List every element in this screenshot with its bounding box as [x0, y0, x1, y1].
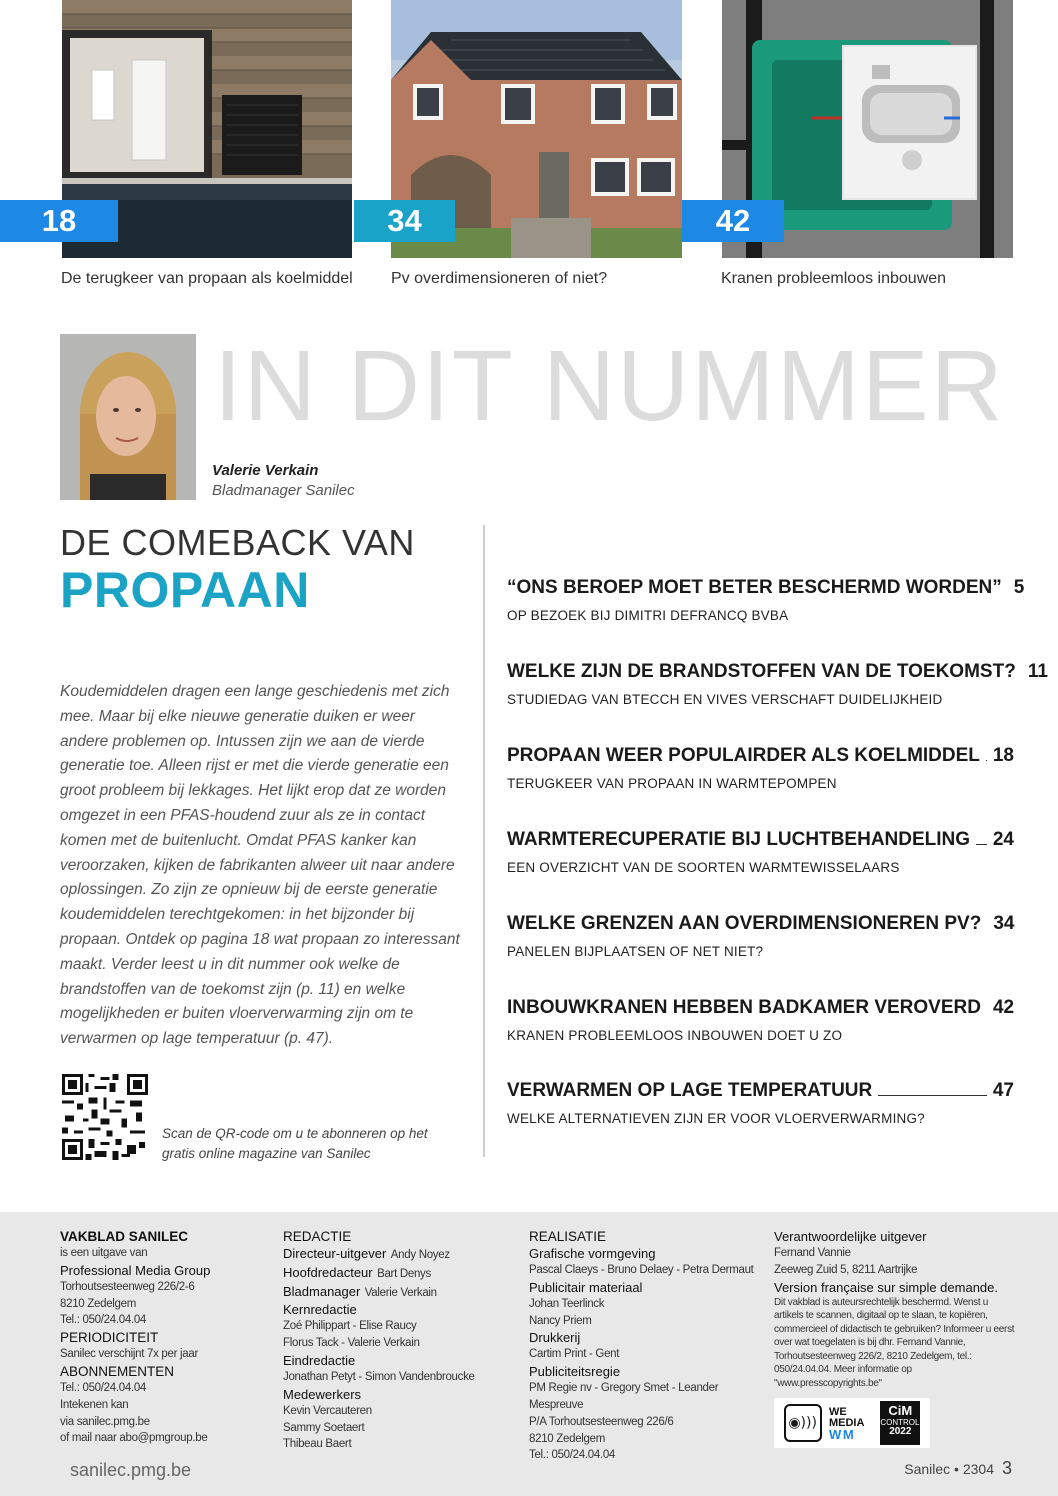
colophon-text: Sanilec verschijnt 7x per jaar — [60, 1348, 199, 1361]
role-label: Hoofdredacteur — [283, 1264, 373, 1280]
toc-page[interactable]: 42 — [992, 997, 1015, 1018]
publisher-name: Professional Media Group — [60, 1262, 211, 1278]
toc-leader — [976, 844, 987, 845]
editor-role: Bladmanager Sanilec — [212, 482, 355, 499]
colophon-heading: ABONNEMENTEN — [60, 1363, 175, 1379]
role-label: Publiciteitsregie — [529, 1364, 621, 1380]
editor-portrait — [60, 334, 196, 500]
role-value: Pascal Claeys - Bruno Delaey - Petra Dermaut — [529, 1264, 754, 1276]
role-value: P/A Torhoutsesteenweg 226/6 — [529, 1415, 674, 1428]
colophon-publisher — [60, 1228, 260, 1447]
colophon-text: Tel.: 050/24.04.04 — [60, 1381, 147, 1394]
lead-intro: Koudemiddelen dragen een lange geschiedenis met zich mee. Maar bij elke nieuwe generatie duiken er weer andere problemen op. Intussen zijn we aan de vierde generatie toe. Alleen rijst er met die vierde generatie een groot probleem bij lekkages. Het lijkt erop dat ze worden omgezet in een PFAS-houdend zuur als ze in contact komen met de buitenlucht. Omdat PFAS kanker kan veroorzaken, kijken de fabrikanten alweer uit naar andere oplossingen. Zo zijn ze opnieuw bij de eerste generatie koudemiddelen terechtgekomen: in het bijzonder bij propaan. Ontdek op pagina 18 wat propaan zo interessant maakt. Verder leest u in dit nummer ook welke de brandstoffen van de toekomst zijn (p. 11) en welke mogelijkheden er buiten vloerverwarming zijn om te verwarmen op lage temperatuur (p. 47). — [60, 683, 460, 1048]
issue-label: Sanilec • 2304 — [904, 1461, 994, 1477]
role-value: Zoé Philippart - Elise Raucy — [283, 1320, 417, 1333]
feature-caption[interactable]: Pv overdimensioneren of niet? — [391, 270, 608, 287]
page-badge-34[interactable]: 34 — [354, 200, 455, 242]
we-media-logo: WE MEDIA W M — [828, 1405, 865, 1442]
feature-caption[interactable]: Kranen probleemloos inbouwen — [721, 270, 947, 287]
toc-entry-2[interactable] — [507, 661, 1048, 707]
colophon-realisatie — [529, 1228, 759, 1464]
toc-subtitle: KRANEN PROBLEEMLOOS INBOUWEN DOET U ZO — [507, 1028, 843, 1043]
toc-subtitle: TERUGKEER VAN PROPAAN IN WARMTEPOMPEN — [507, 776, 837, 791]
role-value: Kevin Vercauteren — [283, 1404, 372, 1417]
site-url-link[interactable]: sanilec.pmg.be — [70, 1460, 192, 1480]
role-value: Andy Noyez — [390, 1249, 450, 1261]
toc-page[interactable]: 11 — [1027, 661, 1048, 682]
toc-title[interactable]: PROPAAN WEER POPULAIRDER ALS KOELMIDDEL — [507, 745, 980, 766]
toc-leader — [986, 760, 987, 761]
toc-title[interactable]: WELKE GRENZEN AAN OVERDIMENSIONEREN PV? — [507, 913, 982, 934]
role-value: Jonathan Petyt - Simon Vandenbroucke — [283, 1370, 475, 1383]
feature-pv[interactable] — [352, 0, 682, 300]
toc-entry-4[interactable] — [507, 829, 1014, 875]
role-value: Bart Denys — [377, 1267, 431, 1280]
lead-headline: PROPAAN — [60, 562, 310, 618]
role-label: Publicitair materiaal — [529, 1279, 643, 1295]
colophon-heading: Verantwoordelijke uitgever — [774, 1229, 927, 1244]
toc-page[interactable]: 24 — [992, 829, 1014, 850]
toc-page[interactable]: 34 — [993, 913, 1015, 934]
page-number: 3 — [1001, 1458, 1012, 1478]
editor-name: Valerie Verkain — [212, 462, 319, 479]
feature-heatpump[interactable] — [0, 0, 352, 300]
feature-faucets[interactable] — [682, 0, 1014, 300]
role-label: Eindredactie — [283, 1352, 356, 1368]
toc-subtitle: EEN OVERZICHT VAN DE SOORTEN WARMTEWISSELAARS — [507, 860, 900, 875]
toc-title[interactable]: VERWARMEN OP LAGE TEMPERATUUR — [507, 1080, 873, 1101]
colophon-redactie — [283, 1228, 493, 1453]
column-divider — [483, 525, 485, 1157]
role-label: Directeur-uitgever — [283, 1246, 387, 1261]
toc-entry-6[interactable] — [507, 997, 1014, 1043]
toc-page[interactable]: 5 — [1013, 577, 1025, 598]
colophon-email[interactable]: of mail naar abo@pmgroup.be — [60, 1432, 208, 1445]
toc-subtitle: PANELEN BIJPLAATSEN OF NET NIET? — [507, 944, 764, 959]
colophon-heading: REDACTIE — [283, 1229, 352, 1244]
colophon-title: VAKBLAD SANILEC — [60, 1229, 188, 1244]
wave-logo-icon: ◉))) — [784, 1404, 822, 1442]
toc-entry-3[interactable] — [507, 745, 1014, 791]
page-badge-42[interactable]: 42 — [682, 200, 784, 242]
role-value: Johan Teerlinck — [529, 1297, 605, 1310]
role-value: 8210 Zedelgem — [529, 1432, 606, 1445]
copyright-note: Dit vakblad is auteursrechtelijk beschermd. Wenst u artikels te scannen, digitaal op te slaan, te kopiëren, commercieel of didactisch te gebruiken? Informeer u eerst over wat toegelaten is bij dhr. Fernand Vannie, Torhoutsesteenweg 226/2, 8210 Zedelgem, tel.: 050/24.04.04. Meer informatie op "www.presscopyrights.be" — [774, 1296, 1015, 1389]
page-badge-18[interactable]: 18 — [0, 200, 118, 242]
toc-title[interactable]: INBOUWKRANEN HEBBEN BADKAMER VEROVERD — [507, 997, 981, 1018]
role-value: Nancy Priem — [529, 1314, 592, 1327]
role-label: Grafische vormgeving — [529, 1246, 656, 1261]
toc-page[interactable]: 18 — [992, 745, 1014, 766]
role-label: Bladmanager — [283, 1283, 361, 1299]
colophon-text: is een uitgave van — [60, 1247, 148, 1259]
feature-caption[interactable]: De terugkeer van propaan als koelmiddel — [61, 270, 353, 287]
role-value: Valerie Verkain — [364, 1286, 437, 1299]
toc-entry-7[interactable] — [507, 1080, 1014, 1126]
toc-entry-1[interactable] — [507, 577, 1025, 623]
toc-title[interactable]: WELKE ZIJN DE BRANDSTOFFEN VAN DE TOEKOMST? — [507, 661, 1016, 682]
version-note: Version française sur simple demande. — [774, 1279, 999, 1295]
cim-logo: CiM CONTROLE 2022 — [880, 1401, 920, 1445]
colophon-heading: REALISATIE — [529, 1229, 607, 1244]
colophon-text: 8210 Zedelgem — [60, 1297, 137, 1310]
role-value: Tel.: 050/24.04.04 — [529, 1449, 616, 1462]
colophon — [0, 1212, 1058, 1496]
toc-title[interactable]: “ONS BEROEP MOET BETER BESCHERMD WORDEN” — [507, 577, 1002, 598]
qr-caption: Scan de QR-code om u te abonneren op het gratis online magazine van Sanilec — [162, 1126, 428, 1161]
section-title: IN DIT NUMMER — [214, 330, 1005, 442]
logo-strip — [774, 1398, 930, 1448]
colophon-text: Zeeweg Zuid 5, 8211 Aartrijke — [774, 1263, 918, 1276]
colophon-heading: PERIODICITEIT — [60, 1330, 159, 1346]
toc-title[interactable]: WARMTERECUPERATIE BIJ LUCHTBEHANDELING — [507, 829, 971, 850]
lead-kicker: DE COMEBACK VAN — [60, 522, 415, 563]
role-value: PM Regie nv - Gregory Smet - Leander Mespreuve — [529, 1382, 719, 1411]
toc-page[interactable]: 47 — [992, 1080, 1014, 1101]
qr-code[interactable] — [62, 1074, 148, 1160]
role-value: Cartim Print - Gent — [529, 1348, 620, 1361]
issue-info — [904, 1458, 1012, 1479]
toc-subtitle: OP BEZOEK BIJ DIMITRI DEFRANCQ BVBA — [507, 608, 789, 623]
colophon-text: Intekenen kan — [60, 1398, 129, 1411]
role-label: Kernredactie — [283, 1302, 357, 1318]
role-value: Thibeau Baert — [283, 1438, 352, 1451]
role-value: Florus Tack - Valerie Verkain — [283, 1337, 420, 1350]
colophon-uitgever — [774, 1228, 1019, 1448]
toc-entry-5[interactable] — [507, 913, 1014, 959]
colophon-link[interactable]: via sanilec.pmg.be — [60, 1415, 150, 1428]
colophon-text: Fernand Vannie — [774, 1247, 851, 1259]
colophon-text: Torhoutsesteenweg 226/2-6 — [60, 1280, 195, 1293]
colophon-text: Tel.: 050/24.04.04 — [60, 1314, 147, 1327]
role-label: Medewerkers — [283, 1386, 362, 1402]
toc-leader — [878, 1095, 987, 1096]
toc-subtitle: STUDIEDAG VAN BTECCH EN VIVES VERSCHAFT DUIDELIJKHEID — [507, 692, 943, 707]
role-label: Drukkerij — [529, 1330, 581, 1346]
role-value: Sammy Soetaert — [283, 1421, 365, 1434]
toc-subtitle: WELKE ALTERNATIEVEN ZIJN ER VOOR VLOERVERWARMING? — [507, 1111, 925, 1126]
